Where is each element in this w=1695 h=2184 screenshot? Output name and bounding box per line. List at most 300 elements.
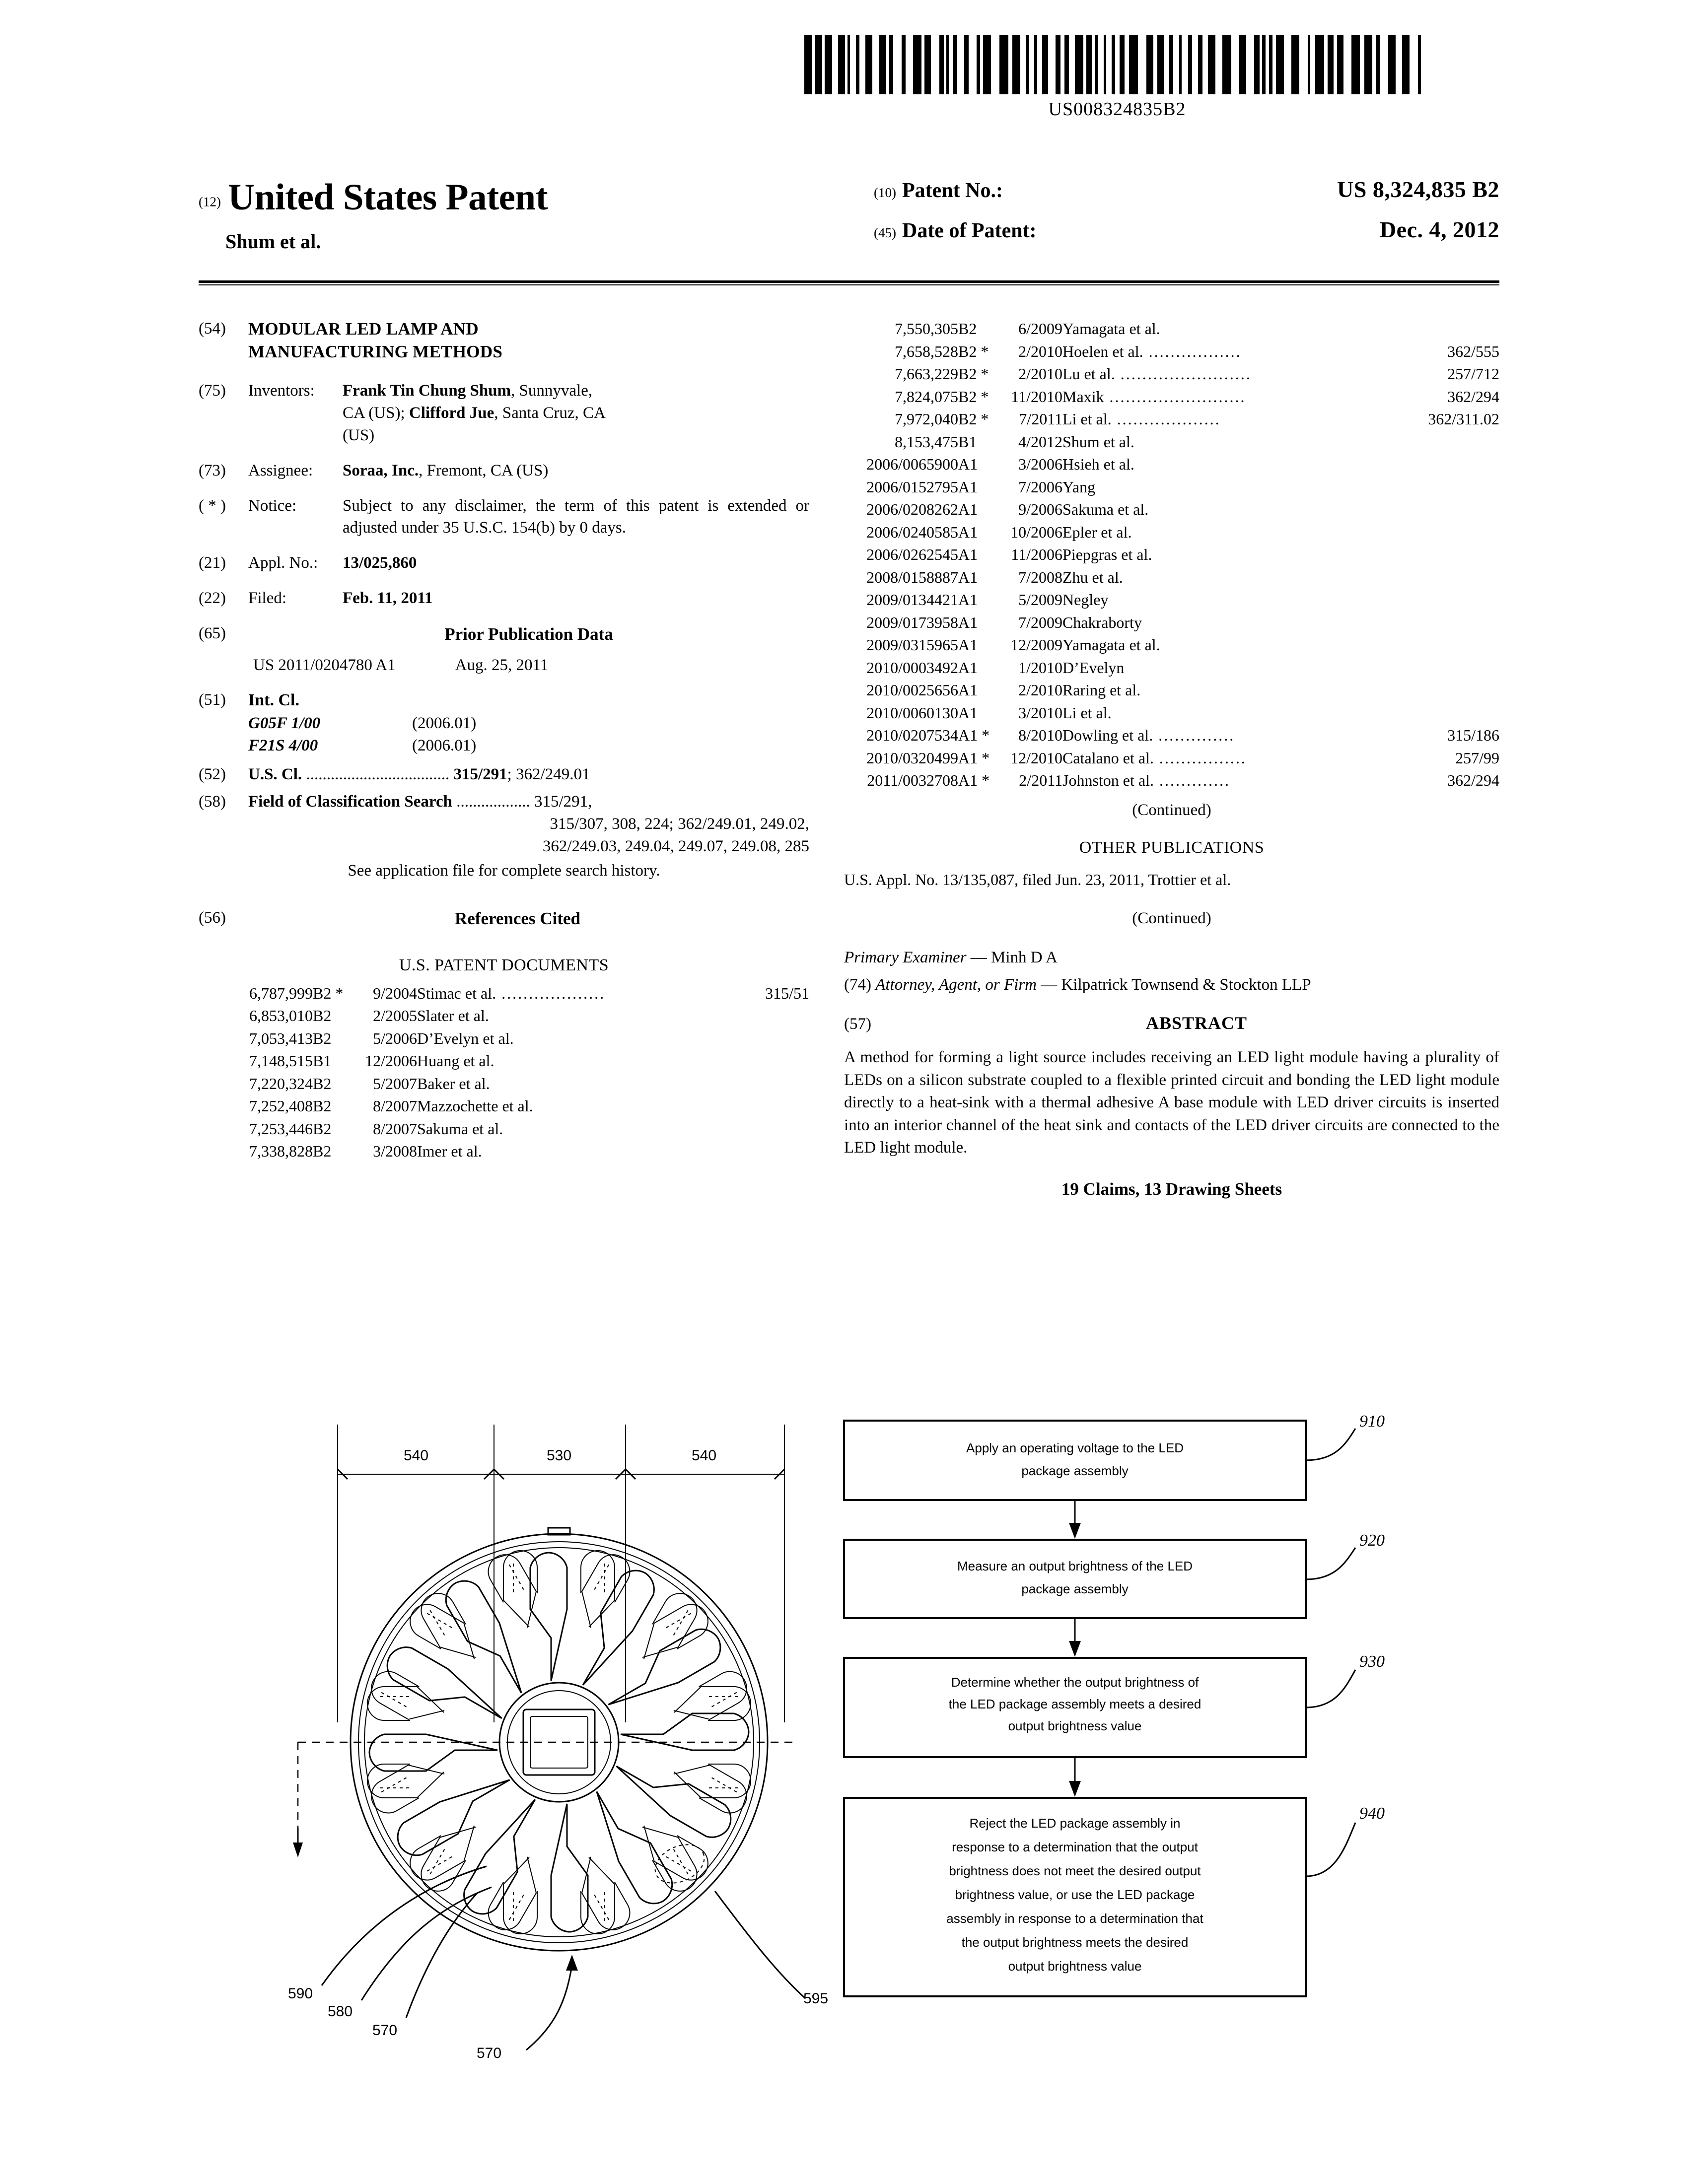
reference-classification bbox=[735, 1005, 809, 1027]
reference-kind-code: A1 bbox=[958, 455, 978, 474]
reference-date: 5/2006 bbox=[373, 1029, 417, 1047]
reference-classification: 362/311.02 bbox=[1428, 410, 1499, 428]
reference-row bbox=[844, 386, 1499, 409]
reference-number: 2009/0173958 bbox=[866, 613, 958, 631]
tag-73: (73) bbox=[199, 461, 226, 479]
reference-date: 2/2005 bbox=[373, 1007, 417, 1025]
lamp-led-pad bbox=[509, 1565, 524, 1590]
flow-940-line-6: the output brightness meets the desired bbox=[961, 1935, 1189, 1950]
masthead-right bbox=[874, 176, 1499, 243]
reference-number: 2009/0315965 bbox=[866, 636, 958, 654]
inventors-block bbox=[199, 380, 809, 447]
reference-number: 2010/0320499 bbox=[866, 749, 958, 767]
lamp-led-pad bbox=[381, 1693, 407, 1707]
primary-examiner-name: Minh D A bbox=[991, 949, 1058, 967]
reference-name: Johnston et al. ............. bbox=[1062, 771, 1230, 790]
notice-label: Notice: bbox=[248, 496, 297, 515]
reference-number: 7,658,528 bbox=[895, 342, 958, 360]
reference-row bbox=[844, 431, 1499, 454]
reference-row bbox=[844, 747, 1499, 770]
reference-kind-code: A1 bbox=[958, 591, 978, 609]
dimension-lines bbox=[338, 1425, 784, 1722]
reference-name: Epler et al. bbox=[1062, 523, 1132, 541]
reference-number: 7,972,040 bbox=[895, 410, 958, 428]
reference-number: 2006/0262545 bbox=[866, 546, 958, 564]
reference-date: 7/2011 bbox=[1019, 410, 1062, 428]
reference-row bbox=[199, 982, 809, 1005]
dim-label-530: 530 bbox=[546, 1447, 572, 1464]
reference-kind-code: A1 bbox=[958, 478, 978, 496]
reference-name: Baker et al. bbox=[417, 1074, 490, 1092]
reference-name: Li et al. bbox=[1062, 703, 1112, 722]
process-flowchart bbox=[834, 1405, 1489, 2070]
lamp-fin-branch bbox=[631, 1598, 714, 1666]
reference-leader-dots: ................... bbox=[496, 984, 606, 1002]
barcode-bars bbox=[804, 35, 1430, 94]
flow-ref-940: 940 bbox=[1359, 1804, 1385, 1823]
abstract-heading-row bbox=[844, 1011, 1499, 1035]
reference-row bbox=[844, 498, 1499, 521]
reference-name: Imer et al. bbox=[417, 1142, 482, 1160]
patent-number-row bbox=[874, 176, 1499, 203]
reference-name: Stimac et al. ................... bbox=[417, 984, 606, 1002]
reference-classification bbox=[1380, 476, 1499, 499]
reference-date: 7/2009 bbox=[1018, 613, 1062, 631]
lamp-fin bbox=[551, 1804, 588, 1932]
lamp-fin bbox=[391, 1766, 520, 1862]
appl-no-block bbox=[199, 552, 809, 574]
lamp-led-pad bbox=[427, 1613, 453, 1628]
assignee-name: Soraa, Inc. bbox=[343, 461, 419, 479]
lamp-fin-branch bbox=[670, 1665, 753, 1733]
lamp-fin-branch bbox=[404, 1819, 487, 1886]
reference-number: 2008/0158887 bbox=[866, 568, 958, 586]
date-of-patent-label: Date of Patent: bbox=[902, 219, 1037, 242]
flow-940-line-3: brightness does not meet the desired output bbox=[949, 1863, 1201, 1878]
flow-box-910 bbox=[844, 1421, 1306, 1500]
reference-name: Piepgras et al. bbox=[1062, 546, 1152, 564]
lamp-fin bbox=[598, 1623, 727, 1718]
reference-date: 7/2008 bbox=[1018, 568, 1062, 586]
tag-56: (56) bbox=[199, 908, 226, 927]
reference-classification: 257/712 bbox=[1447, 365, 1499, 383]
reference-date: 9/2004 bbox=[373, 984, 417, 1002]
led-lamp-svg bbox=[278, 1405, 834, 2070]
reference-date: 11/2010 bbox=[1011, 387, 1062, 406]
reference-date: 2/2010 bbox=[1018, 681, 1062, 699]
left-column bbox=[199, 318, 809, 1163]
reference-row bbox=[844, 724, 1499, 747]
attorney-name: Kilpatrick Townsend & Stockton LLP bbox=[1061, 976, 1311, 994]
field-of-search-leader: .................. bbox=[456, 793, 530, 811]
reference-row bbox=[844, 769, 1499, 792]
int-cl-year: (2006.01) bbox=[412, 736, 477, 754]
reference-name: D’Evelyn bbox=[1062, 658, 1125, 677]
reference-classification bbox=[1380, 544, 1499, 566]
reference-classification: 257/99 bbox=[1455, 749, 1499, 767]
reference-row bbox=[844, 566, 1499, 589]
reference-number: 2009/0134421 bbox=[866, 591, 958, 609]
us-patent-documents-table-right bbox=[844, 318, 1499, 792]
us-cl-heading: U.S. Cl. bbox=[248, 765, 302, 784]
reference-classification bbox=[1380, 657, 1499, 680]
callout-580: 580 bbox=[328, 2003, 353, 2020]
inventor-1-city: , Sunnyvale, bbox=[511, 382, 593, 400]
attorney-label: Attorney, Agent, or Firm bbox=[875, 976, 1037, 994]
lamp-fin bbox=[565, 1564, 661, 1693]
reference-row bbox=[844, 679, 1499, 702]
other-publications-entry: U.S. Appl. No. 13/135,087, filed Jun. 23, 2011, Trottier et al. bbox=[844, 870, 1231, 888]
us-cl-block bbox=[199, 763, 809, 786]
reference-kind-code: A1 bbox=[958, 636, 978, 654]
masthead-divider-thin bbox=[199, 284, 1499, 285]
flow-box-920 bbox=[844, 1540, 1306, 1618]
reference-name: Mazzochette et al. bbox=[417, 1097, 533, 1115]
reference-leader-dots: ................ bbox=[1153, 749, 1247, 767]
callout-590: 590 bbox=[288, 1985, 313, 2002]
reference-number: 2006/0065900 bbox=[866, 455, 958, 474]
reference-classification bbox=[735, 1073, 809, 1095]
reference-number: 7,550,305 bbox=[895, 320, 958, 338]
reference-name: Lu et al. ........................ bbox=[1062, 365, 1252, 383]
flow-930-line-1: Determine whether the output brightness of bbox=[951, 1675, 1199, 1690]
flow-940-line-7: output brightness value bbox=[1008, 1959, 1142, 1974]
field-of-search-l3: 362/249.03, 249.04, 249.07, 249.08, 285 bbox=[542, 837, 809, 856]
reference-classification: 362/294 bbox=[1447, 771, 1499, 790]
reference-number: 7,220,324 bbox=[249, 1074, 313, 1092]
flow-940-line-4: brightness value, or use the LED package bbox=[955, 1887, 1195, 1902]
references-cited-block bbox=[199, 907, 809, 931]
assignee-label: Assignee: bbox=[248, 461, 313, 479]
reference-number: 6,853,010 bbox=[249, 1007, 313, 1025]
prior-publication-heading: Prior Publication Data bbox=[444, 624, 613, 644]
assignee-block bbox=[199, 460, 809, 482]
reference-row bbox=[844, 476, 1499, 499]
tag-51: (51) bbox=[199, 691, 226, 709]
reference-number: 7,824,075 bbox=[895, 387, 958, 406]
reference-kind-code: A1 * bbox=[958, 749, 990, 767]
reference-kind-code: B2 bbox=[313, 1142, 332, 1160]
reference-date: 7/2006 bbox=[1018, 478, 1062, 496]
reference-classification: 315/186 bbox=[1447, 726, 1499, 745]
lamp-fin-group bbox=[503, 1551, 615, 1681]
reference-kind-code: A1 bbox=[958, 658, 978, 677]
reference-date: 1/2010 bbox=[1018, 658, 1062, 677]
reference-row bbox=[199, 1118, 809, 1141]
reference-kind-code: B2 * bbox=[958, 365, 989, 383]
page-title: United States Patent bbox=[227, 177, 548, 218]
callout-570-lower: 570 bbox=[477, 2045, 502, 2061]
reference-classification bbox=[1380, 612, 1499, 634]
reference-date: 9/2006 bbox=[1018, 500, 1062, 519]
reference-row bbox=[844, 702, 1499, 725]
lamp-fin-branch bbox=[404, 1598, 487, 1666]
reference-row bbox=[199, 1005, 809, 1027]
reference-leader-dots: .............. bbox=[1153, 726, 1235, 745]
reference-date: 5/2007 bbox=[373, 1074, 417, 1092]
reference-date: 5/2009 bbox=[1018, 591, 1062, 609]
references-cited-heading: References Cited bbox=[454, 908, 580, 928]
lamp-fin bbox=[369, 1734, 497, 1771]
masthead-left bbox=[199, 176, 548, 253]
reference-classification bbox=[1380, 453, 1499, 476]
us-cl-text bbox=[248, 763, 809, 786]
lamp-fin-branch bbox=[415, 1814, 483, 1897]
reference-row bbox=[844, 318, 1499, 341]
reference-name: Maxik ......................... bbox=[1062, 387, 1246, 406]
reference-number: 2006/0208262 bbox=[866, 500, 958, 519]
lamp-fin-branch bbox=[636, 1814, 703, 1897]
reference-classification bbox=[1380, 498, 1499, 521]
reference-name: Raring et al. bbox=[1062, 681, 1141, 699]
int-cl-row bbox=[248, 735, 809, 757]
reference-date: 2/2010 bbox=[1018, 365, 1062, 383]
prior-publication-block bbox=[199, 622, 809, 676]
lamp-fin-group bbox=[503, 1804, 615, 1934]
notice-block bbox=[199, 495, 809, 540]
filed-block bbox=[199, 587, 809, 610]
lamp-led-pad bbox=[711, 1693, 737, 1707]
flow-920-line-2: package assembly bbox=[1021, 1581, 1129, 1596]
reference-date: 6/2009 bbox=[1018, 320, 1062, 338]
reference-date: 8/2007 bbox=[373, 1097, 417, 1115]
reference-classification bbox=[735, 1140, 809, 1163]
flow-930-line-2: the LED package assembly meets a desired bbox=[948, 1697, 1201, 1711]
lamp-led-pad bbox=[427, 1856, 453, 1871]
reference-name: Catalano et al. ................ bbox=[1062, 749, 1247, 767]
reference-kind-code: B2 * bbox=[958, 387, 989, 406]
lamp-fin-branch bbox=[568, 1853, 636, 1936]
reference-row bbox=[844, 453, 1499, 476]
reference-leader-dots: ................. bbox=[1143, 342, 1242, 360]
primary-examiner-dash: — bbox=[966, 949, 991, 967]
reference-kind-code: A1 bbox=[958, 500, 978, 519]
lamp-fin-branch bbox=[636, 1587, 703, 1670]
reference-name: Hoelen et al. ................. bbox=[1062, 342, 1242, 360]
lamp-fin bbox=[530, 1553, 567, 1681]
lamp-fin bbox=[457, 1791, 553, 1920]
reference-date: 12/2010 bbox=[1010, 749, 1062, 767]
reference-leader-dots: ......................... bbox=[1104, 387, 1246, 406]
filed-label: Filed: bbox=[248, 589, 287, 608]
reference-name: Negley bbox=[1062, 591, 1109, 609]
reference-date: 3/2006 bbox=[1018, 455, 1062, 474]
reference-name: Hsieh et al. bbox=[1062, 455, 1134, 474]
reference-leader-dots: ................... bbox=[1111, 410, 1221, 428]
reference-classification bbox=[1380, 679, 1499, 702]
lamp-led-pad bbox=[665, 1613, 691, 1628]
led-lamp-figure bbox=[278, 1405, 834, 2070]
int-cl-heading: Int. Cl. bbox=[248, 691, 299, 710]
invention-title-line1: MODULAR LED LAMP AND bbox=[248, 319, 479, 339]
see-application-note: See application file for complete search history. bbox=[348, 861, 660, 880]
lamp-fin-branch bbox=[581, 1551, 615, 1627]
int-cl-code: G05F 1/00 bbox=[248, 714, 321, 732]
assignee-value bbox=[343, 460, 809, 482]
reference-date: 11/2006 bbox=[1011, 546, 1062, 564]
lamp-fin-branch bbox=[415, 1587, 483, 1670]
reference-number: 8,153,475 bbox=[895, 432, 958, 451]
int-cl-block bbox=[199, 689, 809, 756]
inventor-2-city: , Santa Cruz, CA bbox=[494, 404, 606, 422]
lamp-fin-branch bbox=[367, 1687, 444, 1720]
reference-number: 2011/0032708 bbox=[867, 771, 958, 790]
prior-publication-number: US 2011/0204780 A1 bbox=[253, 656, 396, 674]
us-cl-secondary: ; 362/249.01 bbox=[507, 765, 590, 784]
barcode-area bbox=[804, 35, 1430, 124]
notice-text: Subject to any disclaimer, the term of this patent is extended or adjusted under 35 U.S.C. 154(b) by 0 days. bbox=[343, 496, 809, 537]
flow-ref-910: 910 bbox=[1359, 1412, 1385, 1431]
reference-row bbox=[844, 589, 1499, 612]
reference-number: 7,252,408 bbox=[249, 1097, 313, 1115]
inventor-2-country: (US) bbox=[343, 426, 375, 444]
reference-number: 7,338,828 bbox=[249, 1142, 313, 1160]
field-of-search-l1: 315/291, bbox=[534, 793, 592, 811]
reference-date: 8/2007 bbox=[373, 1119, 417, 1138]
reference-name: Dowling et al. .............. bbox=[1062, 726, 1235, 745]
reference-leader-dots: ............. bbox=[1153, 771, 1230, 790]
reference-name: Zhu et al. bbox=[1062, 568, 1123, 586]
reference-date: 8/2010 bbox=[1018, 726, 1062, 745]
tag-65: (65) bbox=[199, 624, 226, 642]
lamp-fin bbox=[439, 1574, 535, 1703]
tag-74: (74) bbox=[844, 976, 871, 994]
lamp-fin-branch bbox=[503, 1857, 537, 1934]
reference-name: Li et al. ................... bbox=[1062, 410, 1221, 428]
reference-classification bbox=[1380, 634, 1499, 657]
lamp-fin-branch bbox=[674, 1764, 751, 1798]
lamp-led-pad bbox=[594, 1565, 609, 1590]
reference-classification bbox=[1380, 566, 1499, 589]
office-title-row bbox=[199, 176, 548, 219]
reference-classification bbox=[1380, 589, 1499, 612]
reference-row bbox=[844, 341, 1499, 363]
field-of-search-heading: Field of Classification Search bbox=[248, 793, 452, 811]
reference-row bbox=[844, 521, 1499, 544]
int-cl-row bbox=[248, 712, 809, 735]
dim-label-540-left: 540 bbox=[403, 1447, 429, 1464]
lamp-fin-branch bbox=[482, 1549, 550, 1632]
lamp-body bbox=[326, 1528, 797, 1951]
inventors-label: Inventors: bbox=[248, 382, 315, 400]
right-column bbox=[844, 318, 1499, 1201]
dim-label-540-right: 540 bbox=[691, 1447, 717, 1464]
reference-date: 4/2012 bbox=[1018, 432, 1062, 451]
reference-row bbox=[199, 1073, 809, 1095]
flow-910-line-2: package assembly bbox=[1021, 1463, 1129, 1478]
appl-no-value: 13/025,860 bbox=[343, 554, 417, 572]
reference-date: 3/2010 bbox=[1018, 703, 1062, 722]
masthead bbox=[199, 176, 1499, 271]
reference-kind-code: A1 bbox=[958, 703, 978, 722]
reference-kind-code: A1 bbox=[958, 613, 978, 631]
barcode-number: US008324835B2 bbox=[1048, 99, 1186, 120]
reference-name: Yamagata et al. bbox=[1062, 320, 1160, 338]
reference-name: Huang et al. bbox=[417, 1052, 494, 1070]
int-cl-year: (2006.01) bbox=[412, 714, 477, 732]
applicant-name: Shum et al. bbox=[225, 230, 321, 253]
reference-row bbox=[844, 408, 1499, 431]
tag-21: (21) bbox=[199, 554, 226, 572]
reference-number: 7,053,413 bbox=[249, 1029, 313, 1047]
reference-row bbox=[199, 1027, 809, 1050]
reference-kind-code: B2 bbox=[313, 1007, 332, 1025]
reference-date: 12/2006 bbox=[365, 1052, 417, 1070]
lamp-led-pad bbox=[673, 1848, 688, 1874]
reference-number: 2010/0003492 bbox=[866, 658, 958, 677]
assignee-location: , Fremont, CA (US) bbox=[419, 461, 549, 479]
us-patent-documents-heading: U.S. PATENT DOCUMENTS bbox=[399, 956, 609, 975]
reference-name: Sakuma et al. bbox=[417, 1119, 503, 1138]
section-indicator bbox=[293, 1742, 326, 1857]
reference-name: Shum et al. bbox=[1062, 432, 1134, 451]
reference-classification bbox=[735, 1095, 809, 1118]
us-cl-leader: ................................... bbox=[306, 765, 450, 784]
reference-classification bbox=[1380, 521, 1499, 544]
reference-classification bbox=[735, 1027, 809, 1050]
reference-date: 3/2008 bbox=[373, 1142, 417, 1160]
reference-row bbox=[844, 544, 1499, 566]
reference-classification bbox=[1380, 431, 1499, 454]
reference-row bbox=[844, 363, 1499, 386]
patent-date-row bbox=[874, 216, 1499, 243]
reference-number: 2006/0152795 bbox=[866, 478, 958, 496]
reference-name: D’Evelyn et al. bbox=[417, 1029, 514, 1047]
lamp-fin-branch bbox=[365, 1752, 448, 1819]
lamp-led-pad bbox=[711, 1777, 737, 1792]
inventors-value bbox=[343, 380, 809, 447]
continued-indicator-2: (Continued) bbox=[1132, 909, 1211, 928]
attorney-row bbox=[844, 974, 1499, 996]
reference-kind-code: B2 * bbox=[958, 410, 989, 428]
reference-kind-code: B2 bbox=[313, 1097, 332, 1115]
patent-no-label: Patent No.: bbox=[902, 179, 1003, 202]
reference-number: 2010/0207534 bbox=[866, 726, 958, 745]
reference-kind-code: A1 * bbox=[958, 771, 990, 790]
lamp-led-pad bbox=[594, 1894, 609, 1920]
reference-row bbox=[844, 612, 1499, 634]
prior-publication-date: Aug. 25, 2011 bbox=[455, 656, 549, 674]
other-publications-heading: OTHER PUBLICATIONS bbox=[1079, 838, 1265, 857]
reference-kind-code: A1 bbox=[958, 681, 978, 699]
attorney-dash: — bbox=[1037, 976, 1061, 994]
inventor-2-name: Clifford Jue bbox=[409, 404, 494, 422]
abstract-text: A method for forming a light source includes receiving an LED light module having a plurality of LEDs on a silicon substrate coupled to a flexible printed circuit and bonding the LED light module directly to a heat-sink with a thermal adhesive A base module with LED driver circuits is inserted into an interior channel of the heat sink and contacts of the LED driver circuits are connected to the LED light module. bbox=[844, 1048, 1499, 1157]
reference-kind-code: A1 bbox=[958, 546, 978, 564]
field-of-search-l2: 315/307, 308, 224; 362/249.01, 249.02, bbox=[550, 815, 809, 833]
inventor-1-name: Frank Tin Chung Shum bbox=[343, 382, 511, 400]
reference-classification bbox=[1380, 318, 1499, 341]
lamp-fin bbox=[380, 1640, 509, 1736]
lamp-led-pad bbox=[430, 1848, 445, 1874]
tag-52: (52) bbox=[199, 765, 226, 784]
reference-classification: 315/51 bbox=[765, 984, 809, 1002]
reference-row bbox=[844, 657, 1499, 680]
reference-row bbox=[844, 634, 1499, 657]
reference-date: 12/2009 bbox=[1010, 636, 1062, 654]
lamp-fin-branch bbox=[482, 1853, 550, 1936]
invention-title-line2: MANUFACTURING METHODS bbox=[248, 341, 503, 361]
reference-kind-code: B2 * bbox=[313, 984, 344, 1002]
tag-45: (45) bbox=[874, 225, 896, 240]
reference-kind-code: A1 bbox=[958, 523, 978, 541]
invention-title bbox=[248, 318, 502, 363]
flow-920-line-1: Measure an output brightness of the LED bbox=[957, 1559, 1193, 1573]
reference-row bbox=[199, 1140, 809, 1163]
flowchart-svg bbox=[834, 1405, 1489, 2070]
flow-ref-920: 920 bbox=[1359, 1531, 1385, 1550]
int-cl-code: F21S 4/00 bbox=[248, 736, 318, 754]
